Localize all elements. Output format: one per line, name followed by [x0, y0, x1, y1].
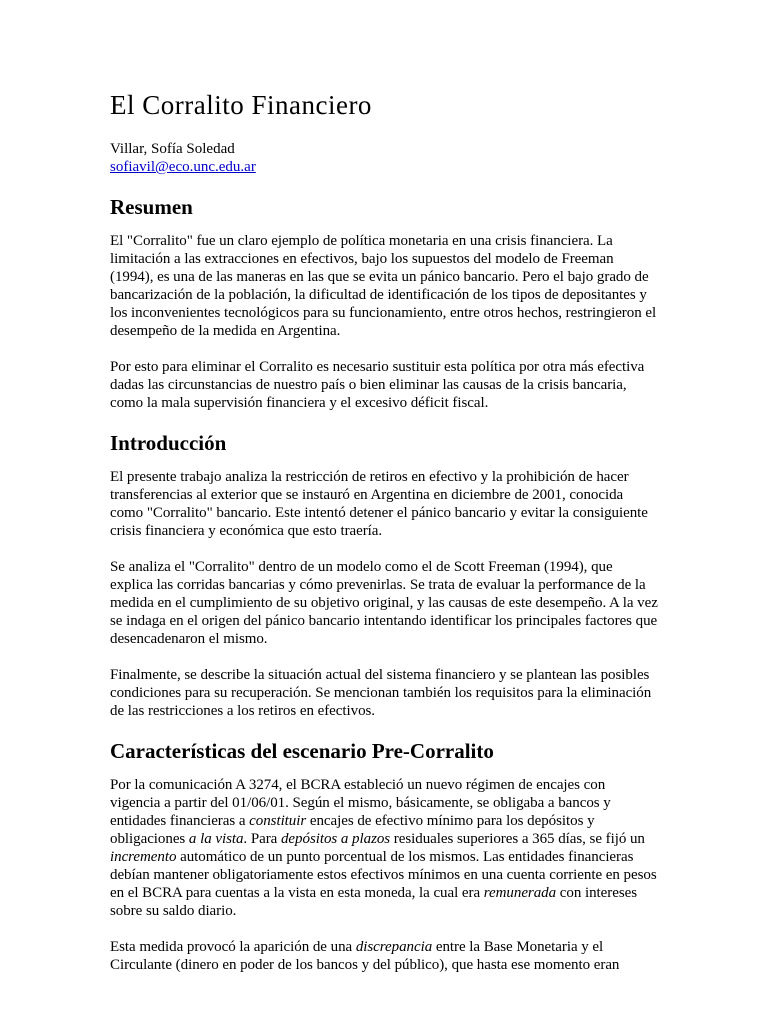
author-email-link[interactable]: sofiavil@eco.unc.edu.ar: [110, 159, 256, 175]
section-heading-caracteristicas: Características del escenario Pre-Corralito: [110, 739, 494, 763]
resumen-paragraph-2: Por esto para eliminar el Corralito es necesario sustituir esta política por otra más efectiva dadas las circunstancias de nuestro país o bien eliminar las causas de la crisis bancaria, como la mala supervisión financiera y el excesivo déficit fiscal.: [110, 359, 645, 411]
document-title: El Corralito Financiero: [110, 90, 372, 120]
caracteristicas-paragraph-2: Esta medida provocó la aparición de una discrepancia entre la Base Monetaria y el Circulante (dinero en poder de los bancos y del público), que hasta ese momento eran: [110, 939, 620, 973]
section-heading-resumen: Resumen: [110, 195, 193, 219]
introduccion-paragraph-2: Se analiza el "Corralito" dentro de un modelo como el de Scott Freeman (1994), que explica las corridas bancarias y cómo prevenirlas. Se trata de evaluar la performance de la medida en el cumplimiento de su objetivo original, y las causas de este desempeño. A la vez se indaga en el origen del pánico bancario intentando identificar los principales factores que desencadenaron el mismo.: [110, 559, 658, 647]
introduccion-paragraph-3: Finalmente, se describe la situación actual del sistema financiero y se plantean las posibles condiciones para su recuperación. Se mencionan también los requisitos para la eliminación de las restricciones a los retiros en efectivos.: [110, 667, 652, 719]
author-name: Villar, Sofía Soledad: [110, 141, 235, 157]
resumen-paragraph-1: El "Corralito" fue un claro ejemplo de política monetaria en una crisis financiera. La limitación a las extracciones en efectivos, bajo los supuestos del modelo de Freeman (1994), es una de las maneras en las que se evita un pánico bancario. Pero el bajo grado de bancarización de la población, la dificultad de identificación de los tipos de depositantes y los inconvenientes tecnológicos para su funcionamiento, entre otros hechos, restringieron el desempeño de la medida en Argentina.: [110, 233, 657, 339]
section-heading-introduccion: Introducción: [110, 431, 227, 455]
caracteristicas-paragraph-1: Por la comunicación A 3274, el BCRA estableció un nuevo régimen de encajes con vigencia a partir del 01/06/01. Según el mismo, básicamente, se obligaba a bancos y entidades financieras a constituir encajes de efectivo mínimo para los depósitos y obligaciones a la vista. Para depósitos a plazos residuales superiores a 365 días, se fijó un incremento automático de un punto porcentual de los mismos. Las entidades financieras debían mantener obligatoriamente estos efectivos mínimos en una cuenta corriente en pesos en el BCRA para cuentas a la vista en esta moneda, la cual era remunerada con intereses sobre su saldo diario.: [110, 777, 657, 919]
introduccion-paragraph-1: El presente trabajo analiza la restricción de retiros en efectivo y la prohibición de hacer transferencias al exterior que se instauró en Argentina en diciembre de 2001, conocida como "Corralito" bancario. Este intentó detener el pánico bancario y evitar la consiguiente crisis financiera y económica que esto traería.: [110, 469, 648, 539]
